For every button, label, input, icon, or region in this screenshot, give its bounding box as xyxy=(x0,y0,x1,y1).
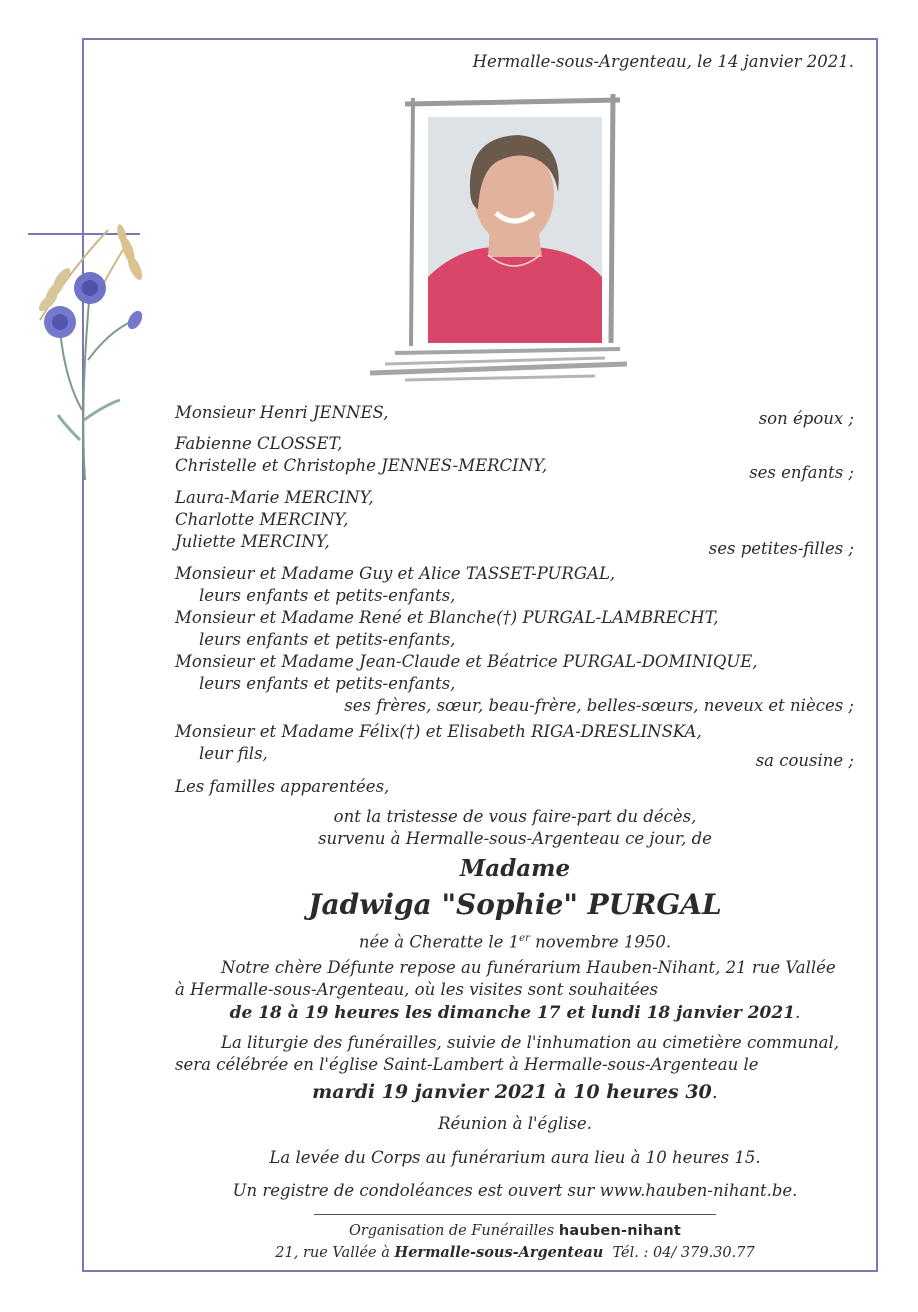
family-juliette: Juliette MERCINY, xyxy=(175,532,330,551)
footer-addr-city: Hermalle-sous-Argenteau xyxy=(394,1244,604,1261)
wheat-icon xyxy=(36,223,145,320)
family-apparentees: Les familles apparentées, xyxy=(175,777,390,796)
funeral-date-line xyxy=(175,1079,855,1105)
cornflower-icon xyxy=(44,272,145,480)
registry-text: Un registre de condoléances est ouvert sur www.hauben-nihant.be. xyxy=(232,1181,798,1200)
footer-org-prefix: Organisation de Funérailles xyxy=(348,1223,559,1239)
top-icon xyxy=(428,247,602,343)
family-lambrecht-descendants: leurs enfants et petits-enfants, xyxy=(199,630,456,649)
footer-address xyxy=(175,1243,855,1263)
place-date: Hermalle-sous-Argenteau, le 14 janvier 2021. xyxy=(472,52,854,71)
funeral-date: mardi 19 janvier 2021 à 10 heures 30 xyxy=(312,1081,712,1103)
visits-hours: de 18 à 19 heures les dimanche 17 et lundi 18 janvier 2021 xyxy=(229,1003,796,1023)
birth-prefix: née à Cheratte le 1 xyxy=(358,932,520,952)
announcement-line-1: ont la tristesse de vous faire-part du décès, xyxy=(333,807,697,826)
visits-line-2: à Hermalle-sous-Argenteau, où les visites sont souhaitées xyxy=(175,980,658,999)
funeral-line-1: La liturgie des funérailles, suivie de l'inhumation au cimetière communal, xyxy=(221,1033,840,1052)
family-laura: Laura-Marie MERCINY, xyxy=(175,488,374,507)
birth-sup: er xyxy=(519,933,530,944)
deceased-name: Jadwiga "Sophie" PURGAL xyxy=(308,888,722,921)
birth-suffix: novembre 1950. xyxy=(529,932,672,952)
visits-hours-end: . xyxy=(795,1003,801,1023)
family-christelle: Christelle et Christophe JENNES-MERCINY, xyxy=(175,456,548,475)
announcement-line-2: survenu à Hermalle-sous-Argenteau ce jour, de xyxy=(318,829,712,848)
footer-brand-logo: hauben-nihant xyxy=(558,1223,682,1239)
visits-hours-line xyxy=(175,1002,855,1024)
visits-line-1: Notre chère Défunte repose au funérarium Hauben-Nihant, 21 rue Vallée xyxy=(221,958,836,977)
family-charlotte: Charlotte MERCINY, xyxy=(175,510,349,529)
funeral-line-2: sera célébrée en l'église Saint-Lambert à Hermalle-sous-Argenteau le xyxy=(175,1055,759,1074)
family-riga-son: leur fils, xyxy=(199,744,268,763)
footer-organisation xyxy=(175,1221,855,1241)
cross-bouquet-icon xyxy=(10,180,160,480)
relation-epoux: son époux ; xyxy=(758,409,854,428)
relation-enfants: ses enfants ; xyxy=(749,463,854,482)
family-lambrecht: Monsieur et Madame René et Blanche(†) PURGAL-LAMBRECHT, xyxy=(175,608,719,627)
family-tasset-descendants: leurs enfants et petits-enfants, xyxy=(199,586,456,605)
levee-text: La levée du Corps au funérarium aura lieu à 10 heures 15. xyxy=(269,1148,761,1167)
family-dominique-descendants: leurs enfants et petits-enfants, xyxy=(199,674,456,693)
family-riga: Monsieur et Madame Félix(†) et Elisabeth RIGA-DRESLINSKA, xyxy=(175,722,702,741)
portrait-photo xyxy=(428,117,602,343)
birth-line xyxy=(175,928,855,954)
footer-divider xyxy=(314,1214,716,1215)
family-dominique: Monsieur et Madame Jean-Claude et Béatrice PURGAL-DOMINIQUE, xyxy=(175,652,758,671)
footer-phone: Tél. : 04/ 379.30.77 xyxy=(612,1245,755,1261)
family-tasset: Monsieur et Madame Guy et Alice TASSET-PURGAL, xyxy=(175,564,616,583)
family-henri: Monsieur Henri JENNES, xyxy=(175,403,389,422)
relation-petites-filles: ses petites-filles ; xyxy=(708,539,854,558)
relation-freres-soeurs: ses frères, sœur, beau-frère, belles-sœurs, neveux et nièces ; xyxy=(344,696,854,715)
relation-cousine: sa cousine ; xyxy=(755,751,854,770)
deceased-title: Madame xyxy=(459,855,571,882)
footer-addr-prefix: 21, rue Vallée à xyxy=(275,1245,395,1261)
meeting-text: Réunion à l'église. xyxy=(438,1114,592,1133)
funeral-date-end: . xyxy=(711,1081,718,1103)
family-fabienne: Fabienne CLOSSET, xyxy=(175,434,343,453)
